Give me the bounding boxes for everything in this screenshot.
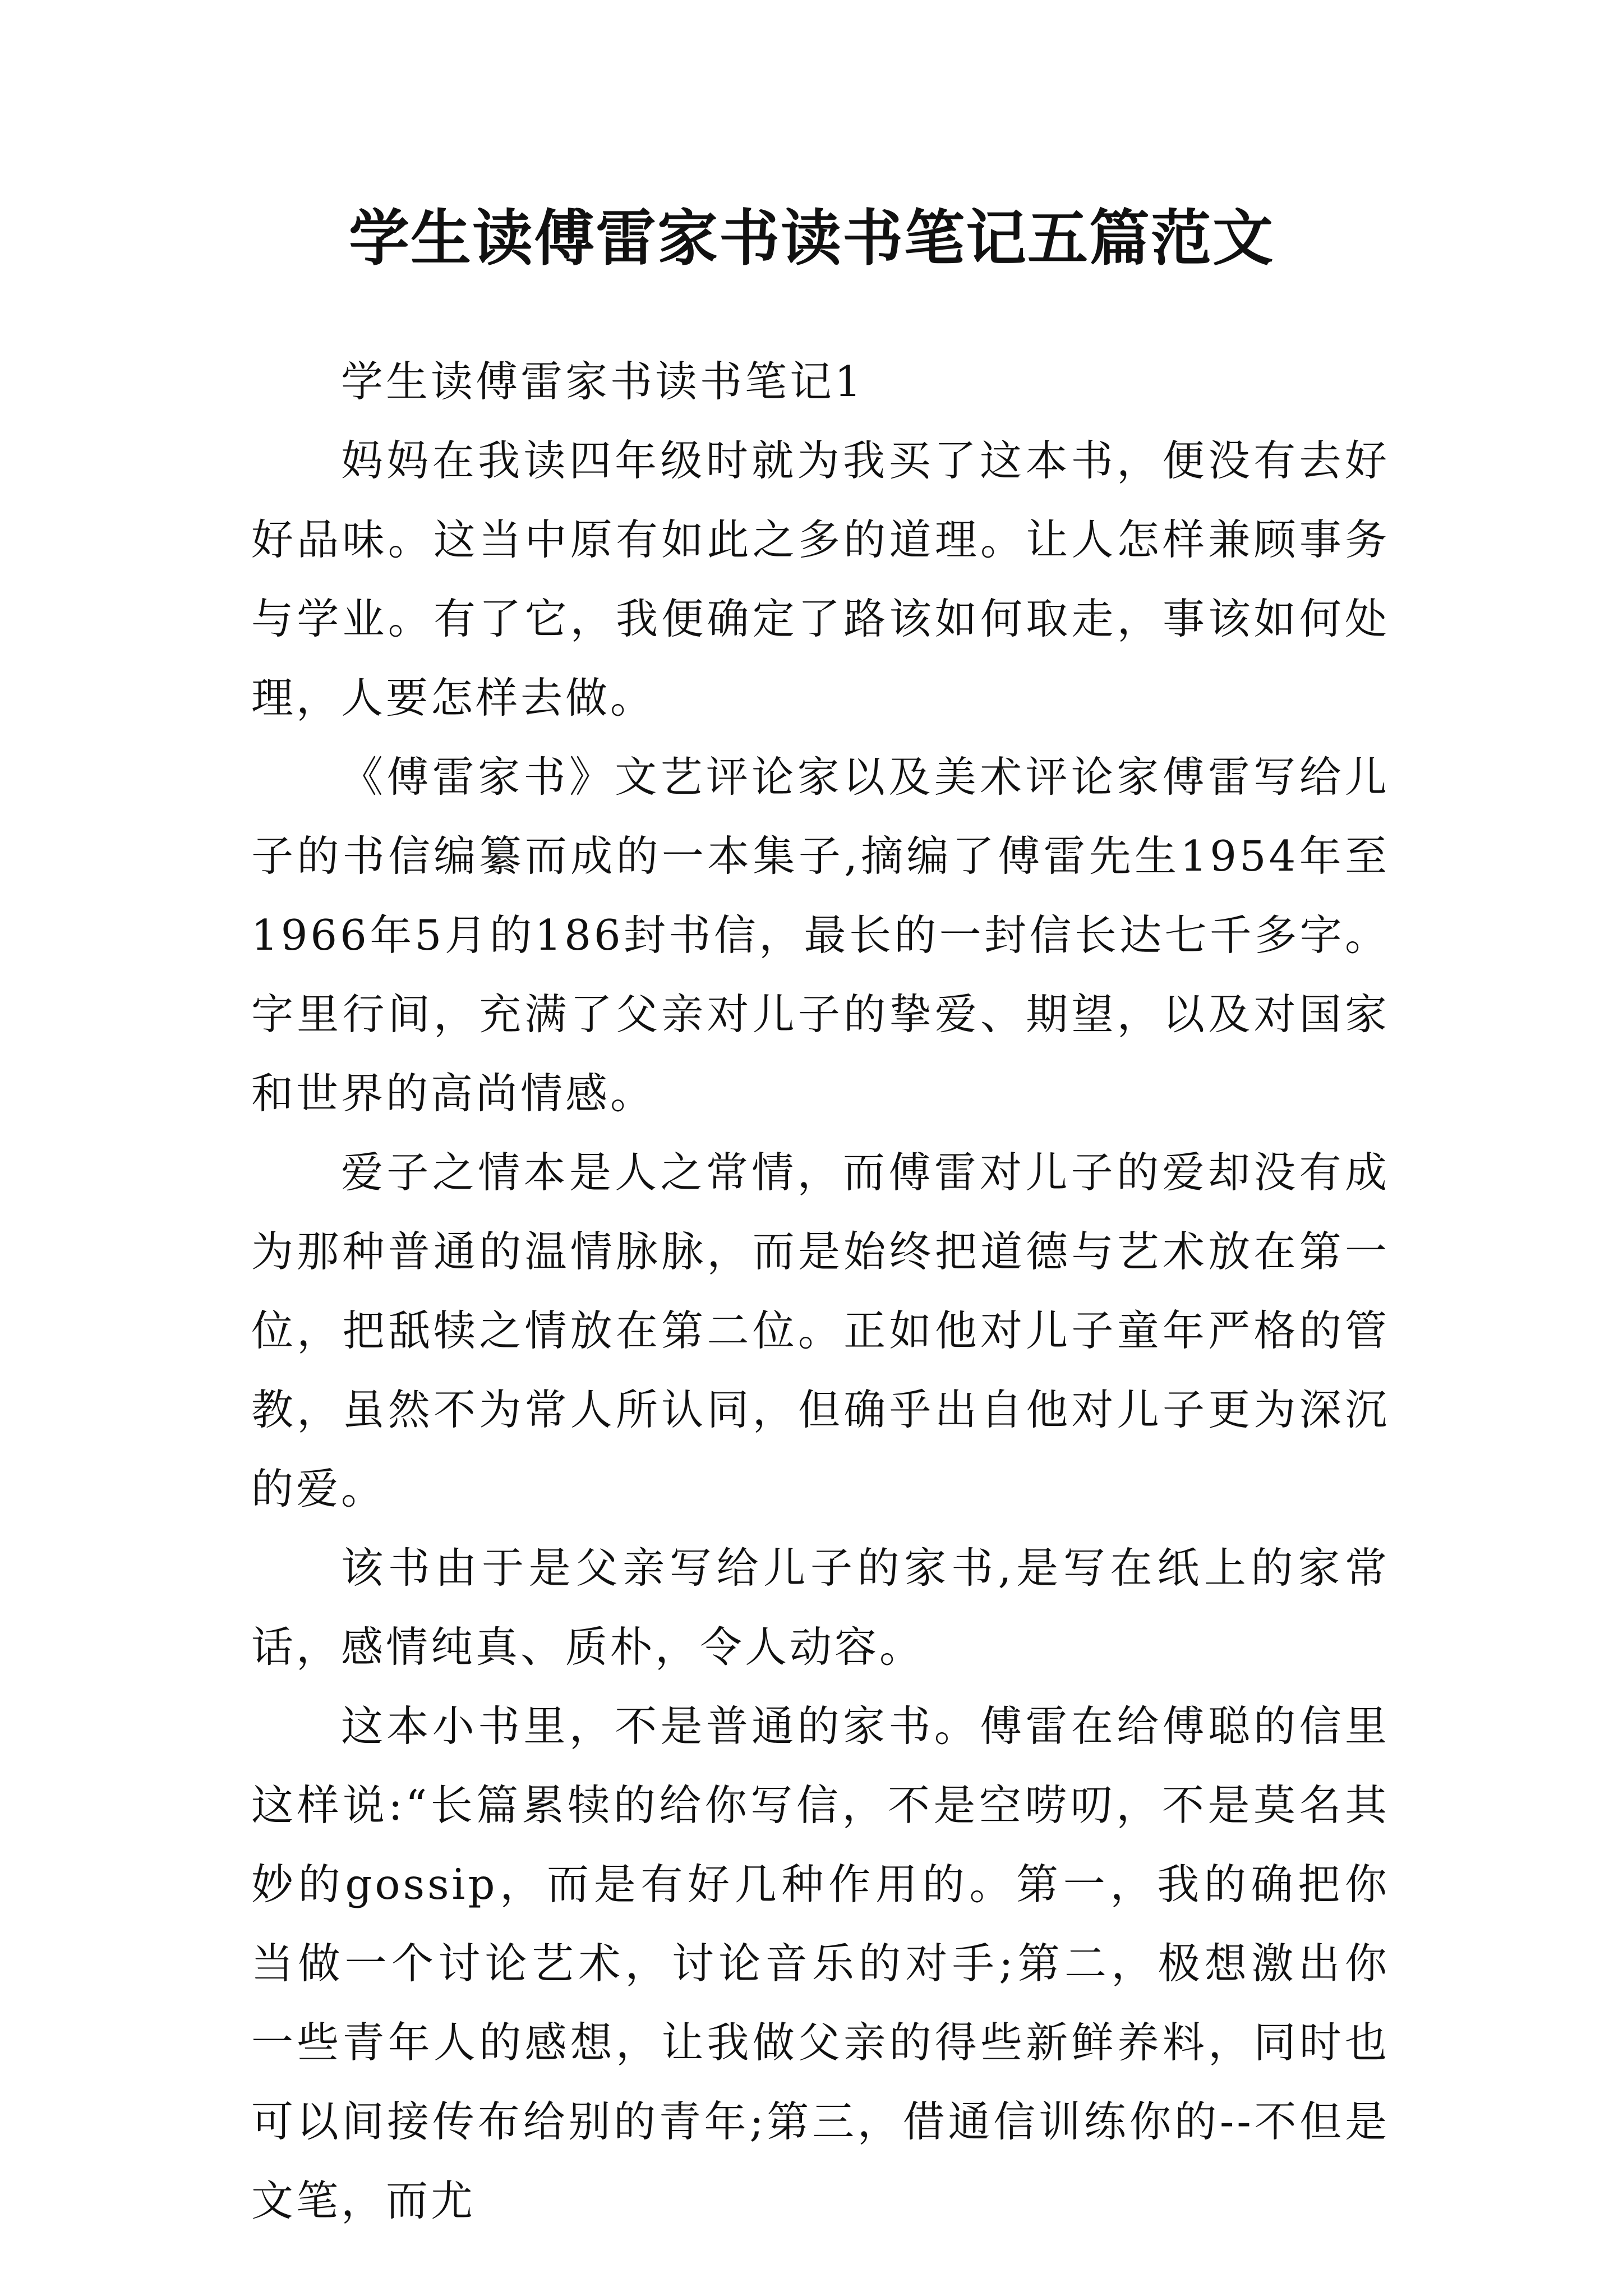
paragraph-5: 这本小书里，不是普通的家书。傅雷在给傅聪的信里这样说:“长篇累犊的给你写信，不是空唠叨，不是莫名其妙的gossip，而是有好几种作用的。第一，我的确把你当做一个讨论艺术，讨论音乐的对手;第二，极想激出你一些青年人的感想，让我做父亲的得些新鲜养料，同时也可以间接传布给别的青年;第三，借通信训练你的--不但是文笔，而尤 bbox=[251, 1701, 1390, 2225]
document-title: 学生读傅雷家书读书笔记五篇范文 bbox=[348, 203, 1274, 274]
paragraph-4: 该书由于是父亲写给儿子的家书,是写在纸上的家常话，感情纯真、质朴，令人动容。 bbox=[251, 1543, 1390, 1672]
paragraph-3: 爱子之情本是人之常情，而傅雷对儿子的爱却没有成为那种普通的温情脉脉，而是始终把道德与艺术放在第一位，把舐犊之情放在第二位。正如他对儿子童年严格的管教，虽然不为常人所认同，但确乎出自他对儿子更为深沉的爱。 bbox=[251, 1148, 1390, 1513]
paragraph-1: 妈妈在我读四年级时就为我买了这本书，便没有去好好品味。这当中原有如此之多的道理。让人怎样兼顾事务与学业。有了它，我便确定了路该如何取走，事该如何处理，人要怎样去做。 bbox=[251, 436, 1390, 723]
section-heading: 学生读傅雷家书读书笔记1 bbox=[341, 357, 864, 406]
paragraph-2: 《傅雷家书》文艺评论家以及美术评论家傅雷写给儿子的书信编纂而成的一本集子,摘编了傅雷先生1954年至1966年5月的186封书信，最长的一封信长达七千多字。字里行间，充满了父亲对儿子的挚爱、期望，以及对国家和世界的高尚情感。 bbox=[251, 752, 1390, 1118]
document-body bbox=[251, 342, 1390, 2240]
